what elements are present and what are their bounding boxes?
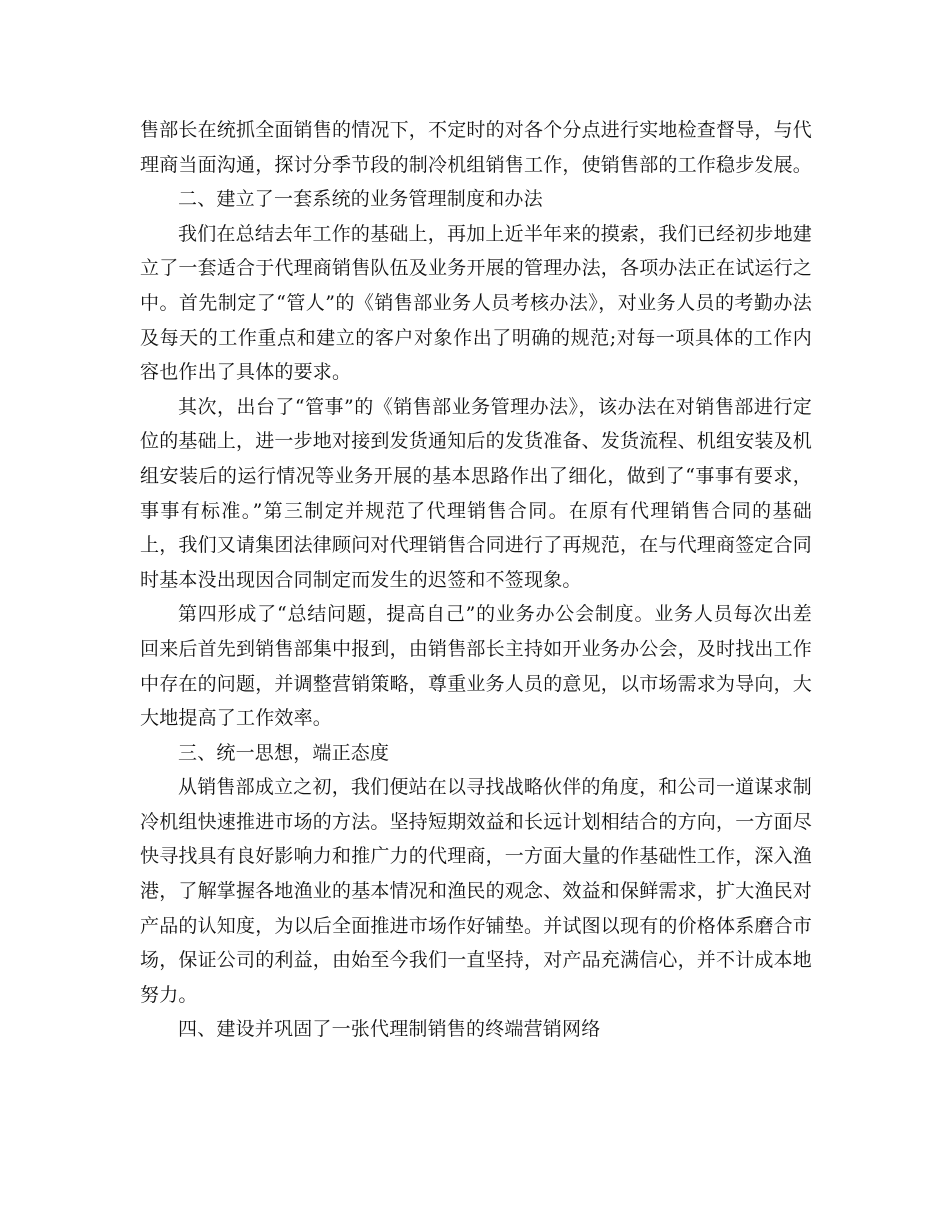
paragraph: 第四形成了“总结问题，提高自己”的业务办公会制度。业务人员每次出差回来后首先到销售部集中报到，由销售部长主持如开业务办公会，及时找出工作中存在的问题，并调整营销策略，尊重业务人员的意见，以市场需求为导向，大大地提高了工作效率。 [140,603,813,730]
paragraph: 其次，出台了“管事”的《销售部业务管理办法》，该办法在对销售部进行定位的基础上，进一步地对接到发货通知后的发货准备、发货流程、机组安装及机组安装后的运行情况等业务开展的基本思路作出了细化，做到了“事事有要求，事事有标准。”第三制定并规范了代理销售合同。在原有代理销售合同的基础上，我们又请集团法律顾问对代理销售合同进行了再规范，在与代理商签定合同时基本没出现因合同制定而发生的迟签和不签现象。 [140,395,813,591]
section-heading-3: 三、统一思想，端正态度 [178,741,390,764]
section-heading-2: 二、建立了一套系统的业务管理制度和办法 [178,188,543,211]
section-heading-4: 四、建设并巩固了一张代理制销售的终端营销网络 [178,1018,601,1041]
paragraph: 从销售部成立之初，我们便站在以寻找战略伙伴的角度，和公司一道谋求制冷机组快速推进市场的方法。坚持短期效益和长远计划相结合的方向，一方面尽快寻找具有良好影响力和推广力的代理商，一方面大量的作基础性工作，深入渔港，了解掌握各地渔业的基本情况和渔民的观念、效益和保鲜需求，扩大渔民对产品的认知度，为以后全面推进市场作好铺垫。并试图以现有的价格体系磨合市场，保证公司的利益，由始至今我们一直坚持，对产品充满信心，并不计成本地努力。 [140,776,813,1006]
paragraph-continuation: 售部长在统抓全面销售的情况下，不定时的对各个分点进行实地检查督导，与代理商当面沟通，探讨分季节段的制冷机组销售工作，使销售部的工作稳步发展。 [140,119,813,176]
document-body [140,113,812,1047]
paragraph: 我们在总结去年工作的基础上，再加上近半年来的摸索，我们已经初步地建立了一套适合于代理商销售队伍及业务开展的管理办法，各项办法正在试运行之中。首先制定了“管人”的《销售部业务人员考核办法》，对业务人员的考勤办法及每天的工作重点和建立的客户对象作出了明确的规范;对每一项具体的工作内容也作出了具体的要求。 [140,222,813,384]
